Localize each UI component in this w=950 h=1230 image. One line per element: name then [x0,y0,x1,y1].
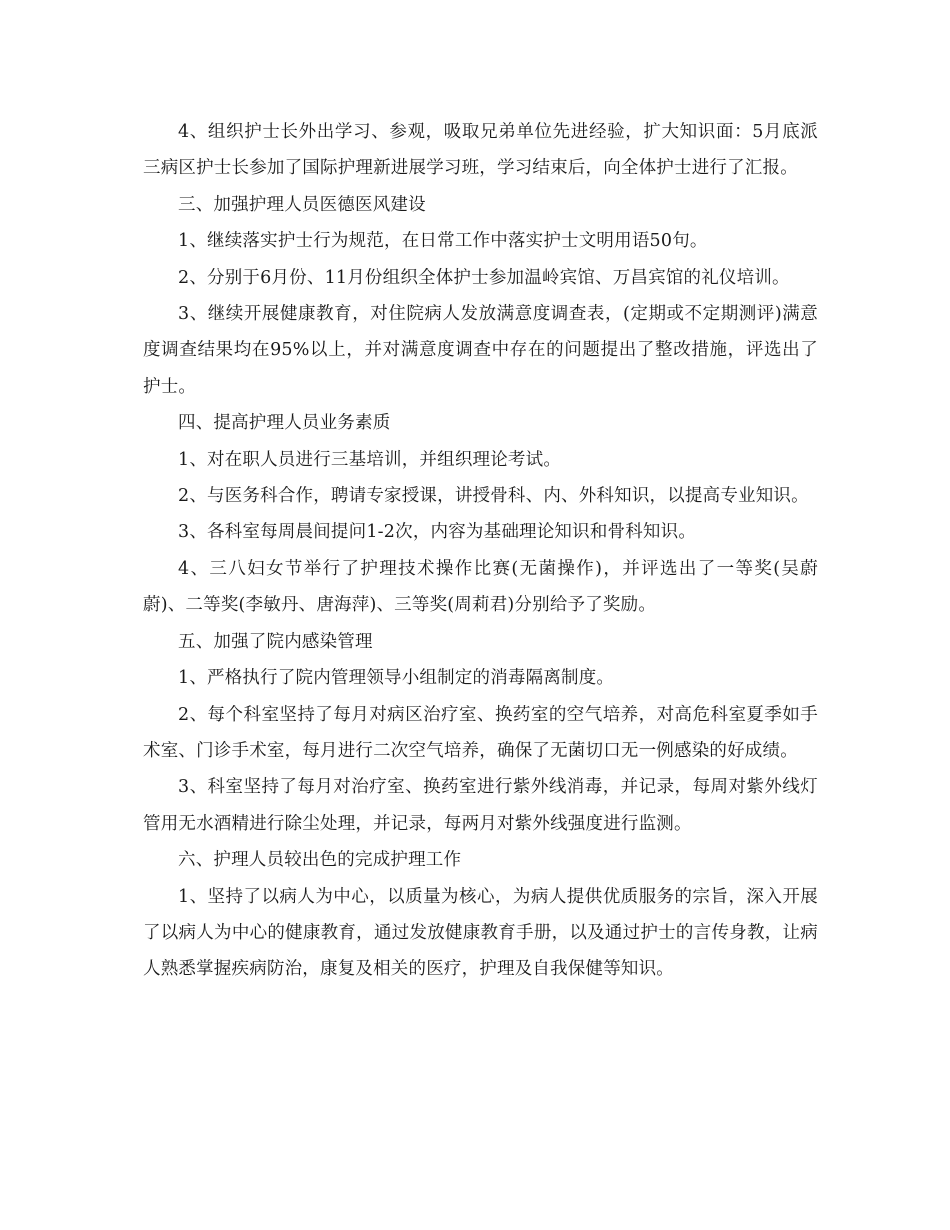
paragraph-3-2: 2、分别于6月份、11月份组织全体护士参加温岭宾馆、万昌宾馆的礼仪培训。 [178,267,790,288]
paragraph-4-3: 3、各科室每周晨间提问1-2次，内容为基础理论知识和骨科知识。 [178,522,697,543]
paragraph-6-1: 1、坚持了以病人为中心，以质量为核心，为病人提供优质服务的宗旨，深入开展了以病人为中心的健康教育，通过发放健康教育手册，以及通过护士的言传身教，让病人熟悉掌握疾病防治，康复及相关的医疗，护理及自我保健等知识。 [143,886,818,980]
section-heading-6: 六、护理人员较出色的完成护理工作 [178,850,462,871]
paragraph-4-2: 2、与医务科合作，聘请专家授课，讲授骨科、内、外科知识，以提高专业知识。 [178,486,809,507]
section-heading-3: 三、加强护理人员医德医风建设 [178,194,426,215]
section-heading-4: 四、提高护理人员业务素质 [178,413,391,434]
paragraph-item-4-study: 4、组织护士长外出学习、参观，吸取兄弟单位先进经验，扩大知识面：5月底派三病区护士长参加了国际护理新进展学习班，学习结束后，向全体护士进行了汇报。 [143,122,818,179]
paragraph-5-2: 2、每个科室坚持了每月对病区治疗室、换药室的空气培养，对高危科室夏季如手术室、门诊手术室，每月进行二次空气培养，确保了无菌切口无一例感染的好成绩。 [143,704,818,761]
paragraph-4-4: 4、三八妇女节举行了护理技术操作比赛(无菌操作)，并评选出了一等奖(吴蔚蔚)、二等奖(李敏丹、唐海萍)、三等奖(周莉君)分别给予了奖励。 [143,558,818,616]
section-heading-5: 五、加强了院内感染管理 [178,631,373,652]
paragraph-5-3: 3、科室坚持了每月对治疗室、换药室进行紫外线消毒，并记录，每周对紫外线灯管用无水酒精进行除尘处理，并记录，每两月对紫外线强度进行监测。 [143,777,818,834]
paragraph-4-1: 1、对在职人员进行三基培训，并组织理论考试。 [178,449,562,470]
paragraph-5-1: 1、严格执行了院内管理领导小组制定的消毒隔离制度。 [178,668,615,689]
paragraph-3-3: 3、继续开展健康教育，对住院病人发放满意度调查表，(定期或不定期测评)满意度调查结果均在95%以上，并对满意度调查中存在的问题提出了整改措施，评选出了护士。 [143,304,818,397]
document-body [143,114,818,988]
paragraph-3-1: 1、继续落实护士行为规范，在日常工作中落实护士文明用语50句。 [178,231,708,252]
